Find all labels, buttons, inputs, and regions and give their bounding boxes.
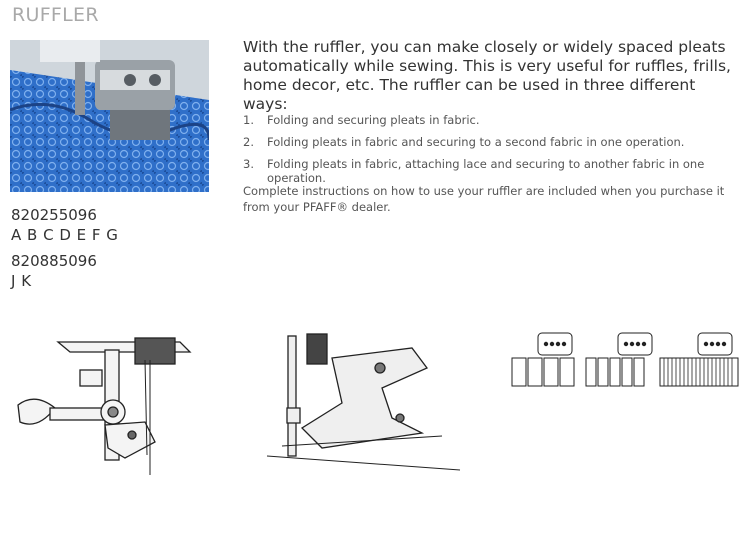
product-models: A B C D E F G (11, 226, 119, 244)
product-code: 820255096 (11, 206, 97, 224)
list-item (243, 157, 743, 185)
pleat-examples-illustration (510, 328, 742, 398)
ruffler-photo (10, 40, 209, 192)
usage-list (243, 113, 743, 193)
list-number: 2. (243, 135, 254, 149)
page-title: RUFFLER (12, 4, 99, 26)
list-number: 1. (243, 113, 254, 127)
list-text: Folding pleats in fabric, attaching lace and securing to another fabric in one operation. (267, 157, 705, 185)
product-codes (11, 205, 118, 297)
list-text: Folding and securing pleats in fabric. (267, 113, 480, 127)
product-code: 820885096 (11, 252, 97, 270)
list-item (243, 113, 743, 127)
intro-paragraph: With the ruffler, you can make closely or widely spaced pleats automatically while sewing. This is very useful for ruffles, frills, home decor, etc. The ruffler can be used in three different ways: (243, 38, 731, 113)
ruffler-illustration (262, 328, 462, 478)
list-number: 3. (243, 157, 254, 171)
list-item (243, 135, 743, 149)
attachment-illustration (10, 330, 200, 480)
product-models: J K (11, 272, 32, 290)
list-text: Folding pleats in fabric and securing to a second fabric in one operation. (267, 135, 685, 149)
instructions-note: Complete instructions on how to use your ruffler are included when you purchase it from your PFAFF® dealer. (243, 184, 725, 214)
